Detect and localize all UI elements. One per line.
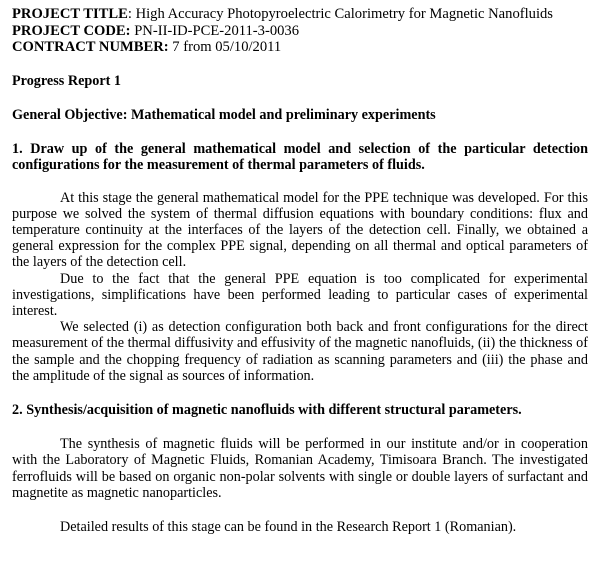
project-code-value: PN-II-ID-PCE-2011-3-0036 [134, 22, 300, 39]
section-1-paragraph-2: Due to the fact that the general PPE equation is too complicated for experimental investigations, simplifications have been performed leading to particular cases of experimental interest. [12, 270, 588, 320]
contract-number-line [12, 39, 588, 56]
contract-number-value: 7 from 05/10/2011 [172, 39, 282, 56]
section-1-paragraph-3: We selected (i) as detection configuration both back and front configurations for the direct measurement of the thermal diffusivity and effusivity of the magnetic nanofluids, (ii) the thickness of the sample and the chopping frequency of radiation as scanning parameters and (iii) the phase and the amplitude of the signal as sources of information. [12, 319, 588, 384]
section-2-heading: 2. Synthesis/acquisition of magnetic nanofluids with different structural parameters. [12, 402, 522, 419]
project-title-value: High Accuracy Photopyroelectric Calorimetry for Magnetic Nanofluids [135, 6, 553, 22]
report-title: Progress Report 1 [12, 72, 122, 89]
contract-number-label: CONTRACT NUMBER: [12, 39, 169, 56]
project-code-line [12, 23, 588, 40]
project-code-label: PROJECT CODE: [12, 22, 131, 39]
section-2-paragraph-1: The synthesis of magnetic fluids will be performed in our institute and/or in cooperation with the Laboratory of Magnetic Fluids, Romanian Academy, Timisoara Branch. The investigated ferrofluids will be based on organic non-polar solvents with single or double layers of surfactant and magnetite as magnetic nanoparticles. [12, 436, 588, 501]
section-1-paragraph-1: At this stage the general mathematical model for the PPE technique was developed. For this purpose we solved the system of thermal diffusion equations with boundary conditions: flux and temperature continuity at the interfaces of the layers of the detection cell. Finally, we obtained a general expression for the complex PPE signal, depending on all thermal and optical parameters of the layers of the detection cell. [12, 189, 588, 271]
closing-note: Detailed results of this stage can be found in the Research Report 1 (Romanian). [60, 519, 517, 536]
project-title-label: PROJECT TITLE [12, 6, 128, 22]
section-1-heading: 1. Draw up of the general mathematical model and selection of the particular detection configurations for the measurement of thermal parameters of fluids. [12, 141, 588, 174]
general-objective: General Objective: Mathematical model and preliminary experiments [12, 106, 436, 123]
document-page [12, 6, 588, 535]
project-title-line: PROJECT TITLE: High Accuracy Photopyroelectric Calorimetry for Magnetic Nanofluids [12, 6, 553, 22]
